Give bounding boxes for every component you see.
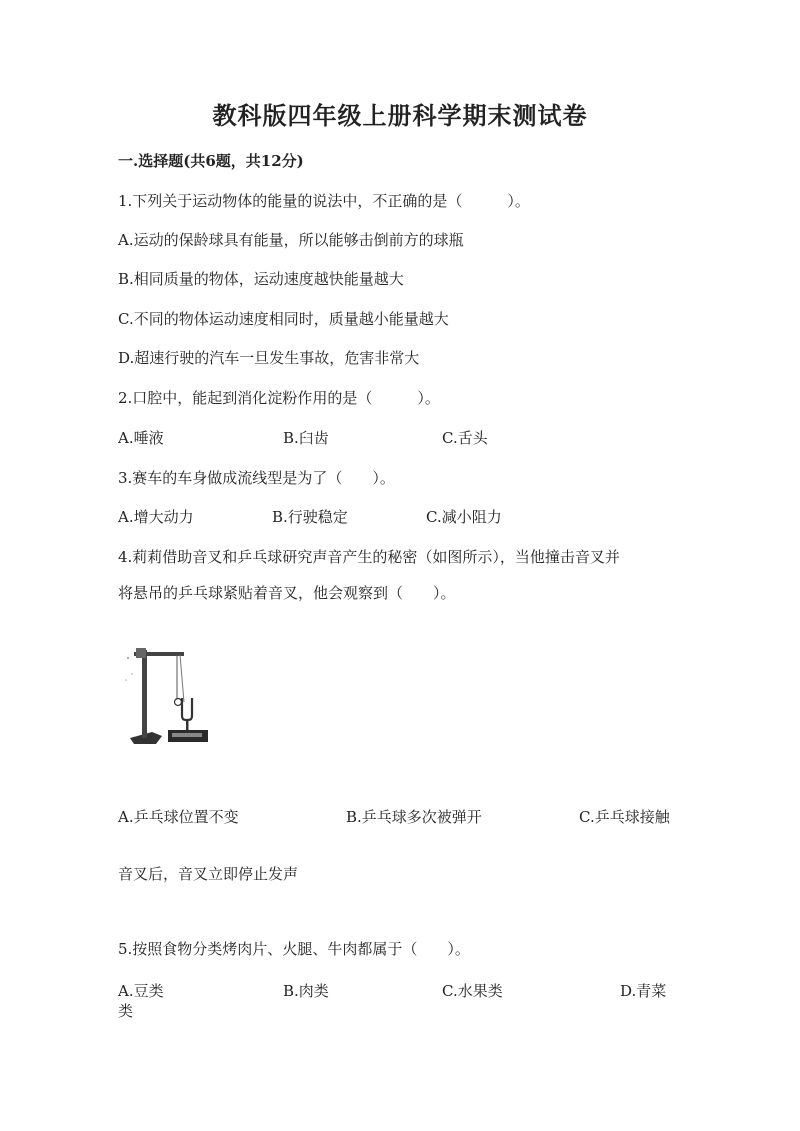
question-1-option-b: B.相同质量的物体，运动速度越快能量越大 <box>118 270 404 288</box>
question-4-stem-line-2: 将悬吊的乒乓球紧贴着音叉，他会观察到（ ）。 <box>118 584 456 602</box>
tuning-fork-handle <box>186 720 189 730</box>
question-1-option-a: A.运动的保龄球具有能量，所以能够击倒前方的球瓶 <box>118 231 464 249</box>
question-4-stem-line-1: 4.莉莉借助音叉和乒乓球研究声音产生的秘密（如图所示），当他撞击音叉并 <box>118 548 620 566</box>
stand-pole <box>142 650 147 738</box>
page-title: 教科版四年级上册科学期末测试卷 <box>212 101 588 130</box>
question-2-stem: 2.口腔中，能起到消化淀粉作用的是（ ）。 <box>118 389 440 407</box>
ping-pong-ball <box>175 699 182 706</box>
question-3-option-b: B.行驶稳定 <box>272 508 348 526</box>
question-1-stem: 1.下列关于运动物体的能量的说法中，不正确的是（ ）。 <box>118 192 530 210</box>
question-2-option-a: A.唾液 <box>118 429 164 447</box>
question-3-option-a: A.增大动力 <box>118 508 194 526</box>
question-5-option-c: C.水果类 <box>442 982 503 1000</box>
section-heading: 一.选择题(共6题，共12分) <box>118 152 304 170</box>
question-1-option-c: C.不同的物体运动速度相同时，质量越小能量越大 <box>118 310 449 328</box>
string-2 <box>180 655 184 702</box>
question-3-option-c: C.减小阻力 <box>426 508 502 526</box>
question-1-option-d: D.超速行驶的汽车一旦发生事故，危害非常大 <box>118 349 420 367</box>
question-5-option-d-continued: 类 <box>118 1002 134 1020</box>
question-5-option-a: A.豆类 <box>118 982 164 1000</box>
question-4-option-a: A.乒乓球位置不变 <box>118 808 239 826</box>
question-5-option-b: B.肉类 <box>283 982 329 1000</box>
resonance-box-opening <box>172 733 202 737</box>
stand-clamp <box>136 648 146 658</box>
question-2-option-c: C.舌头 <box>442 429 488 447</box>
question-4-option-c-continued: 音叉后，音叉立即停止发声 <box>118 865 299 883</box>
tuning-fork-figure <box>122 640 222 752</box>
question-4-option-c: C.乒乓球接触 <box>579 808 670 826</box>
question-5-option-d: D.青菜 <box>620 982 667 1000</box>
question-3-stem: 3.赛车的车身做成流线型是为了（ ）。 <box>118 469 395 487</box>
question-5-stem: 5.按照食物分类烤肉片、火腿、牛肉都属于（ ）。 <box>118 940 470 958</box>
question-2-option-b: B.臼齿 <box>283 429 329 447</box>
question-4-option-b: B.乒乓球多次被弹开 <box>346 808 482 826</box>
